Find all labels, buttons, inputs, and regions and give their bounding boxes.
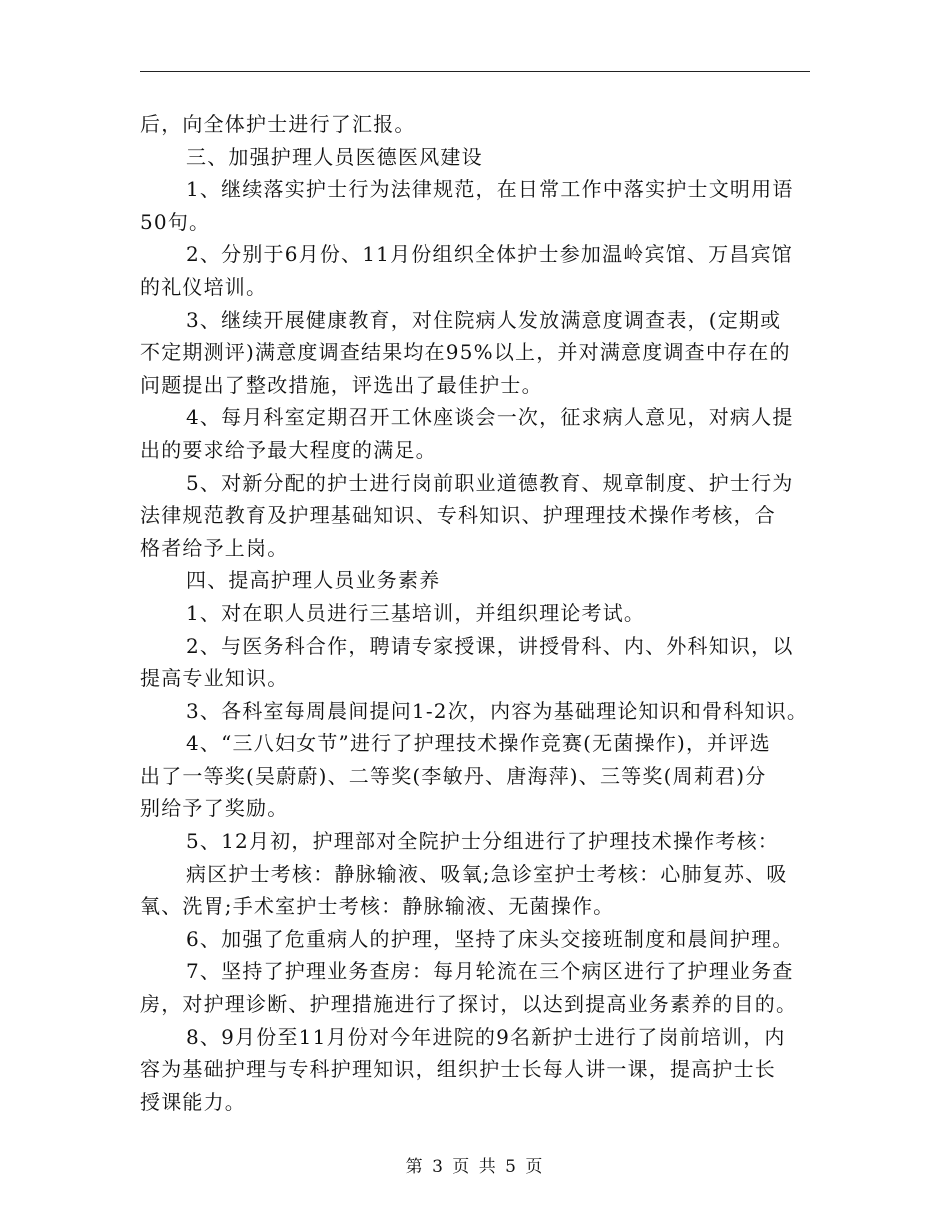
text-line: 房，对护理诊断、护理措施进行了探讨，以达到提高业务素养的目的。: [140, 992, 798, 1017]
text-line: 8、9月份至11月份对今年进院的9名新护士进行了岗前培训，内: [186, 1024, 786, 1049]
text-line: 6、加强了危重病人的护理，坚持了床头交接班制度和晨间护理。: [186, 926, 794, 951]
text-line: 3、各科室每周晨间提问1-2次，内容为基础理论知识和骨科知识。: [186, 698, 809, 723]
text-line: 的礼仪培训。: [140, 274, 268, 299]
text-line: 后，向全体护士进行了汇报。: [140, 112, 416, 136]
header-rule: [140, 71, 810, 72]
text-line: 四、提高护理人员业务素养: [186, 568, 441, 593]
text-line: 病区护士考核：静脉输液、吸氧;急诊室护士考核：心肺复苏、吸: [186, 861, 788, 886]
text-line: 4、每月科室定期召开工休座谈会一次，征求病人意见，对病人提: [186, 405, 794, 430]
text-line: 4、“三八妇女节”进行了护理技术操作竞赛(无菌操作)，并评选: [186, 731, 771, 756]
text-line: 问题提出了整改措施，评选出了最佳护士。: [140, 372, 543, 397]
text-line: 氧、洗胃;手术室护士考核：静脉输液、无菌操作。: [140, 894, 615, 919]
text-line: 授课能力。: [140, 1089, 246, 1114]
text-line: 3、继续开展健康教育，对住院病人发放满意度调查表，(定期或: [186, 307, 782, 332]
text-line: 容为基础护理与专科护理知识，组织护士长每人讲一课，提高护士长: [140, 1057, 776, 1082]
text-line: 1、对在职人员进行三基培训，并组织理论考试。: [186, 600, 646, 625]
text-line: 法律规范教育及护理基础知识、专科知识、护理理技术操作考核，合: [140, 503, 776, 528]
text-line: 别给予了奖励。: [140, 796, 289, 821]
page-footer: 第 3 页 共 5 页: [405, 1157, 545, 1177]
text-line: 1、继续落实护士行为法律规范，在日常工作中落实护士文明用语: [186, 177, 794, 202]
text-line: 5、12月初，护理部对全院护士分组进行了护理技术操作考核：: [186, 829, 779, 854]
text-line: 2、与医务科合作，聘请专家授课，讲授骨科、内、外科知识，以: [186, 633, 794, 658]
text-line: 提高专业知识。: [140, 666, 289, 691]
text-line: 格者给予上岗。: [140, 535, 289, 560]
text-line: 2、分别于6月份、11月份组织全体护士参加温岭宾馆、万昌宾馆: [186, 242, 793, 267]
text-line: 50句。: [140, 209, 211, 234]
text-line: 7、坚持了护理业务查房：每月轮流在三个病区进行了护理业务查: [186, 959, 794, 984]
text-line: 5、对新分配的护士进行岗前职业道德教育、规章制度、护士行为: [186, 470, 794, 495]
text-line: 三、加强护理人员医德医风建设: [186, 144, 483, 169]
text-line: 出的要求给予最大程度的满足。: [140, 437, 437, 462]
body-text: [140, 108, 820, 1118]
text-line: 出了一等奖(吴蔚蔚)、二等奖(李敏丹、唐海萍)、三等奖(周莉君)分: [140, 763, 767, 788]
text-line: 不定期测评)满意度调查结果均在95%以上，并对满意度调查中存在的: [140, 340, 791, 365]
